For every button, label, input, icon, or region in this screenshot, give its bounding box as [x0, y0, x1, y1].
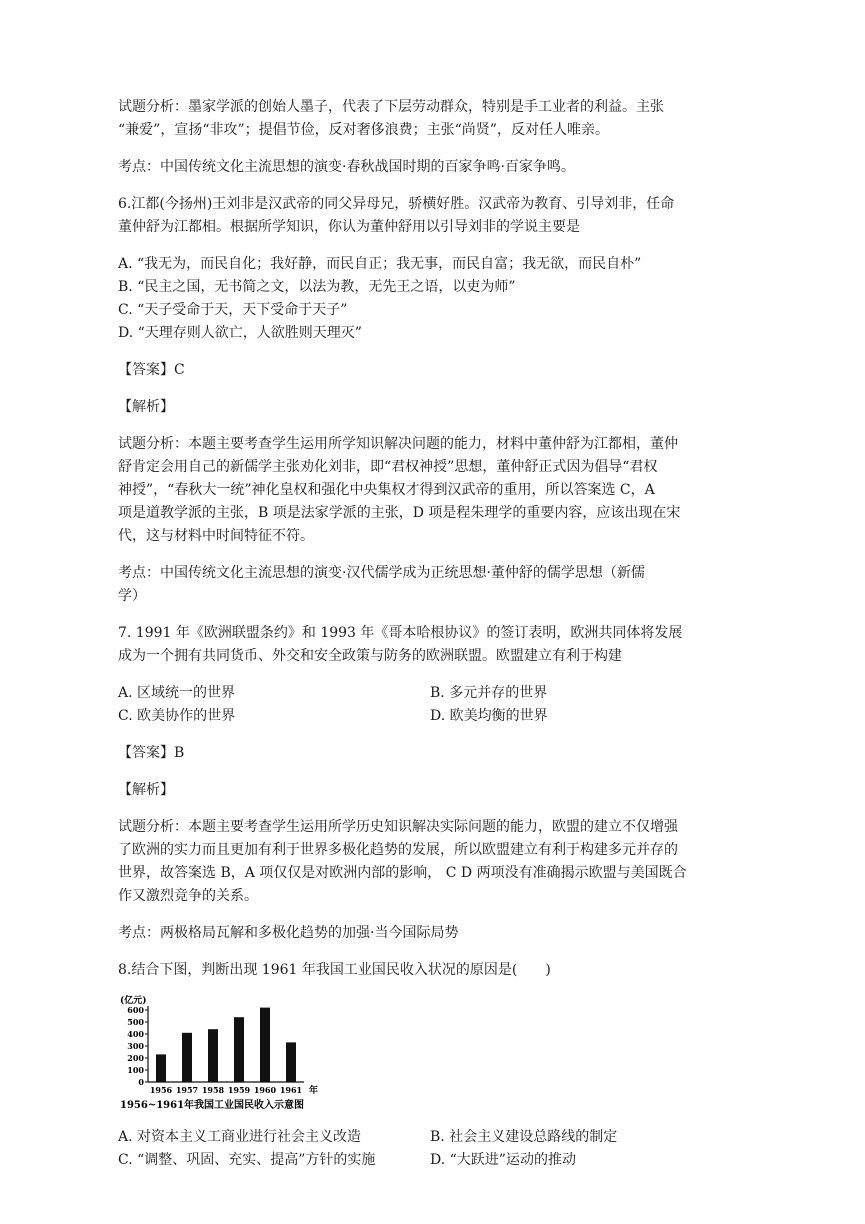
q6-option-a: A. “我无为，而民自化；我好静，而民自正；我无事，而民自富；我无欲，而民自朴” [118, 256, 642, 272]
q8-stem: 8.结合下图，判断出现 1961 年我国工业国民收入状况的原因是( ) [118, 962, 551, 978]
q6-analysis-heading: 【解析】 [118, 399, 174, 415]
x-tick-label-1957: 1957 [175, 1085, 199, 1095]
x-tick-label-1959: 1959 [227, 1085, 251, 1095]
q8-option-d: D. “大跃进”运动的推动 [430, 1152, 576, 1168]
bar-1960 [260, 1008, 270, 1082]
q6-analysis-line1: 试题分析：本题主要考查学生运用所学知识解决问题的能力，材料中董仲舒为江都相，董仲 [118, 436, 678, 452]
q7-answer: 【答案】B [118, 745, 185, 761]
q6-option-c: C. “天子受命于天，天下受命于天子” [118, 302, 348, 318]
q7-stem-line2: 成为一个拥有共同货币、外交和安全政策与防务的欧洲联盟。欧盟建立有利于构建 [118, 648, 622, 664]
q7-analysis-line4: 作又激烈竞争的关系。 [118, 888, 258, 904]
document-page [118, 96, 743, 1172]
q7-option-a: A. 区域统一的世界 [118, 685, 236, 701]
y-tick-label: 200 [127, 1053, 144, 1063]
q8-option-b: B. 社会主义建设总路线的制定 [430, 1129, 618, 1145]
x-tick-label-1961: 1961 [279, 1085, 303, 1095]
x-axis-unit-label: 年 [309, 1086, 319, 1096]
q6-point-line1: 考点：中国传统文化主流思想的演变·汉代儒学成为正统思想·董仲舒的儒学思想（新儒 [118, 565, 645, 581]
q8-options-row1 [118, 1126, 743, 1149]
y-tick-label: 600 [127, 1005, 144, 1015]
y-tick-label: 300 [127, 1041, 144, 1051]
x-tick-label-1960: 1960 [253, 1085, 277, 1095]
q6-analysis-line2: 舒肯定会用自己的新儒学主张劝化刘非，即“君权神授”思想，董仲舒正式因为倡导“君权 [118, 459, 658, 475]
q7-point: 考点：两极格局瓦解和多极化趋势的加强·当今国际局势 [118, 925, 459, 941]
q5-analysis-line1: 试题分析：墨家学派的创始人墨子，代表了下层劳动群众，特别是手工业者的利益。主张 [118, 99, 664, 115]
q7-options-row2 [118, 705, 743, 728]
q6-option-b: B. “民主之国，无书简之文，以法为教，无先王之语，以吏为师” [118, 279, 516, 295]
q7-option-c: C. 欧美协作的世界 [118, 708, 236, 724]
income-bar-chart [118, 992, 348, 1112]
q8-option-c: C. “调整、巩固、充实、提高”方针的实施 [118, 1152, 376, 1168]
y-tick-label: 500 [127, 1017, 144, 1027]
bar-1958 [208, 1029, 218, 1082]
q6-option-d: D. “天理存则人欲亡，人欲胜则天理灭” [118, 325, 362, 341]
q8-options-row2 [118, 1149, 743, 1172]
q6-point-line2: 学） [118, 588, 146, 604]
q5-point: 考点：中国传统文化主流思想的演变·春秋战国时期的百家争鸣·百家争鸣。 [118, 159, 575, 175]
q7-options-row1 [118, 682, 743, 705]
q7-stem-line1: 7. 1991 年《欧洲联盟条约》和 1993 年《哥本哈根协议》的签订表明，欧洲共同体将发展 [118, 625, 683, 641]
y-tick-label: 100 [127, 1065, 144, 1075]
q6-stem-line1: 6.江都(今扬州)王刘非是汉武帝的同父异母兄，骄横好胜。汉武帝为教育、引导刘非，任命 [118, 196, 675, 212]
q7-analysis-line3: 世界，故答案选 B，A 项仅仅是对欧洲内部的影响， C D 两项没有准确揭示欧盟与美国既合 [118, 865, 687, 881]
q6-analysis-line3: 神授”，“春秋大一统”神化皇权和强化中央集权才得到汉武帝的重用，所以答案选 C，A [118, 482, 655, 498]
bar-1959 [234, 1017, 244, 1082]
y-axis-unit-label: (亿元) [120, 996, 147, 1006]
q6-stem-line2: 董仲舒为江都相。根据所学知识，你认为董仲舒用以引导刘非的学说主要是 [118, 219, 580, 235]
x-tick-label-1956: 1956 [149, 1085, 173, 1095]
q6-answer: 【答案】C [118, 362, 185, 378]
chart-title: 1956~1961年我国工业国民收入示意图 [120, 1100, 305, 1111]
q7-analysis-heading: 【解析】 [118, 782, 174, 798]
x-tick-label-1958: 1958 [201, 1085, 225, 1095]
q5-analysis-line2: “兼爱”，宣扬“非攻”；提倡节俭，反对奢侈浪费；主张“尚贤”，反对任人唯亲。 [118, 122, 609, 138]
y-tick-label: 400 [127, 1029, 144, 1039]
q8-option-a: A. 对资本主义工商业进行社会主义改造 [118, 1129, 362, 1145]
q7-analysis-line2: 了欧洲的实力而且更加有利于世界多极化趋势的发展，所以欧盟建立有利于构建多元并存的 [118, 842, 678, 858]
q7-analysis-line1: 试题分析：本题主要考查学生运用所学历史知识解决实际问题的能力，欧盟的建立不仅增强 [118, 819, 678, 835]
bar-1956 [156, 1054, 166, 1082]
q6-analysis-line4: 项是道教学派的主张，B 项是法家学派的主张，D 项是程朱理学的重要内容，应该出现在宋 [118, 505, 681, 521]
q7-option-d: D. 欧美均衡的世界 [430, 708, 548, 724]
bar-1961 [286, 1042, 296, 1082]
q7-option-b: B. 多元并存的世界 [430, 685, 548, 701]
income-bar-chart-svg [118, 992, 348, 1112]
bar-1957 [182, 1033, 192, 1082]
y-tick-label: 0 [138, 1077, 144, 1087]
q6-analysis-line5: 代，这与材料中时间特征不符。 [118, 528, 314, 544]
